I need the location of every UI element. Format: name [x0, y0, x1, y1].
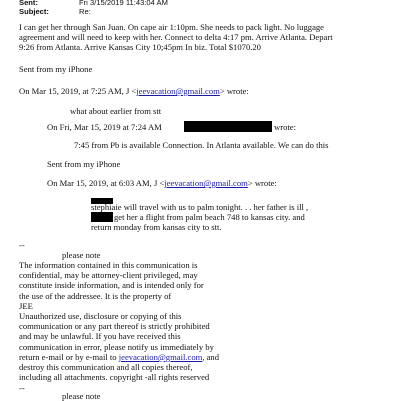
reply-header-2-prefix: On Fri, Mar 15, 2019 at 7:24 AM — [47, 122, 162, 132]
subject-value: Re: — [79, 7, 91, 16]
message-line: I can get her through San Juan. On cape air 1:10pm. She needs to pack light. No luggage — [19, 22, 324, 32]
disclaimer — [19, 260, 389, 382]
signature-dash-2: -- — [19, 383, 25, 393]
reply-header-3 — [47, 178, 277, 188]
disclaimer-line: the use of the addressee. It is the property of — [19, 290, 172, 301]
please-note: please note — [62, 250, 101, 260]
redaction-bar — [91, 212, 113, 222]
email-link[interactable]: jeevacation@gmail.com — [136, 86, 220, 96]
message-body — [19, 22, 389, 53]
email-link[interactable]: jeevacation@gmail.com — [164, 178, 248, 188]
sent-value: Fri 3/15/2019 11:43:04 AM — [79, 0, 168, 7]
disclaimer-line: constitute inside information, and is intended only for — [19, 280, 204, 291]
disclaimer-line: The information contained in this communication is — [19, 260, 198, 270]
disclaimer-line: confidential, may be attorney-client privileged, may — [19, 270, 198, 281]
return-suffix: , and — [202, 351, 220, 362]
sent-from-iphone: Sent from my iPhone — [19, 64, 93, 74]
disclaimer-line: Unauthorized use, disclosure or copying of this — [19, 311, 182, 322]
disclaimer-line: and may be unlawful. If you have received this — [19, 331, 181, 342]
reply-header-suffix: > wrote: — [247, 178, 277, 188]
quoted-text-3-line1: stephiaie will travel with us to palm tonight. . . her father is ill , — [91, 202, 309, 212]
disclaimer-line: JEE — [19, 300, 33, 311]
subject-label: Subject: — [19, 7, 49, 16]
reply-header-prefix: On Mar 15, 2019, at 7:25 AM, J < — [19, 86, 137, 96]
reply-header-2-suffix: wrote: — [274, 122, 296, 132]
quoted-text-3-line2: get her a flight from palm beach 748 to kansas city. and — [114, 212, 305, 222]
email-link[interactable]: jeevacation@gmail.com — [118, 351, 203, 362]
please-note-2: please note — [62, 391, 101, 401]
disclaimer-line: communication in error, please notify us immediately by — [19, 341, 214, 352]
disclaimer-line — [19, 352, 389, 362]
sent-from-iphone-2: Sent from my iPhone — [47, 159, 121, 169]
redaction-bar — [184, 121, 272, 132]
reply-header-suffix: > wrote: — [219, 86, 249, 96]
disclaimer-line: destroy this communication and all copies thereof, — [19, 362, 193, 373]
return-prefix: return e-mail or by e-mail to — [19, 351, 119, 362]
quoted-text-3-line3: return monday from kansas city to stt. — [91, 222, 222, 232]
quoted-text-2: 7:45 from Pb is available Connection. In Atlanta available. We can do this — [74, 140, 329, 150]
message-line: 9:26 from Atlanta. Arrive Kansas City 10;45pm In biz. Total $1070.20 — [19, 42, 261, 53]
reply-header-prefix: On Mar 15, 2019, at 6:03 AM, J < — [47, 178, 165, 188]
quoted-text-1: what about earlier from stt — [70, 106, 162, 116]
message-line: agreement and will need to keep with her. Connect to delta 4:17 pm. Arrive Atlanta. Depart — [19, 32, 333, 43]
reply-header-1 — [19, 86, 249, 96]
signature-dash: -- — [19, 240, 25, 250]
disclaimer-line: communication or any part thereof is strictly prohibited — [19, 321, 210, 332]
disclaimer-line: including all attachments. copyright -all rights reserved — [19, 372, 210, 383]
sent-label: Sent: — [19, 0, 38, 7]
